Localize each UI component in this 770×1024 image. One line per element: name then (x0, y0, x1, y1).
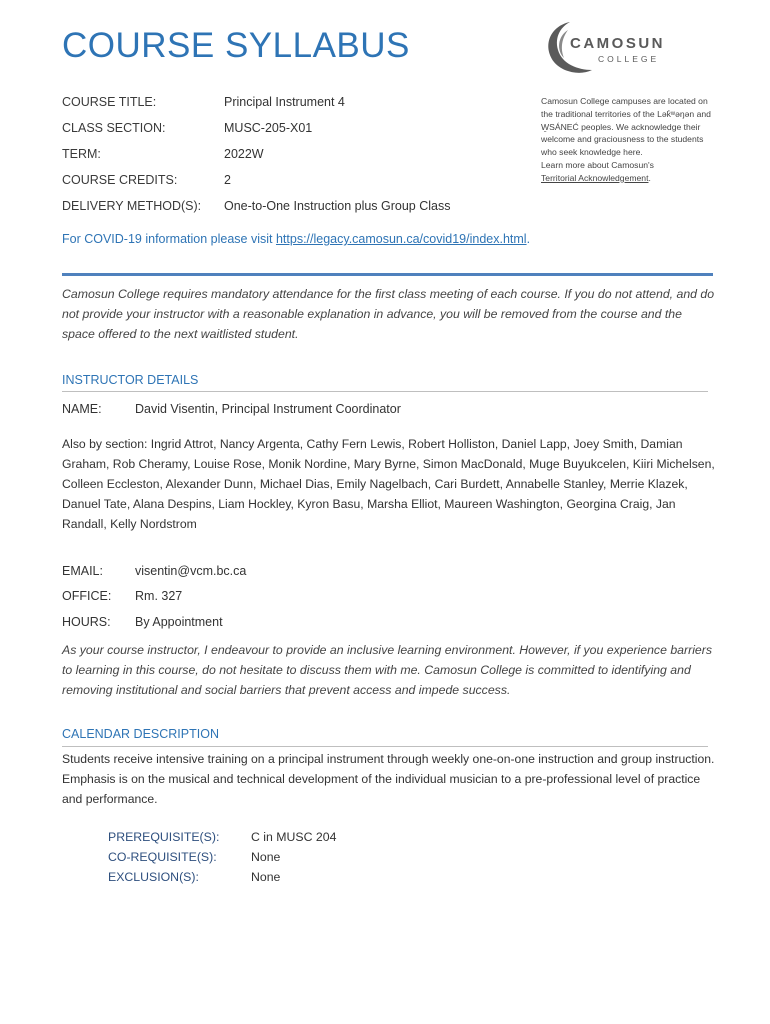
acknowledgement-text: Camosun College campuses are located on the traditional territories of the Lək̓ʷəŋən and W̱SÁNEĆ peoples. We acknowledge their welcome and graciousness to the students who seek knowledge here. (541, 96, 711, 158)
name-value: David Visentin, Principal Instrument Coordinator (135, 402, 401, 416)
course-credits-value: 2 (224, 173, 231, 187)
term-value: 2022W (224, 147, 264, 161)
instructor-details-heading: INSTRUCTOR DETAILS (62, 373, 199, 387)
corequisite-label: CO-REQUISITE(S): (108, 850, 217, 864)
name-label: NAME: (62, 402, 102, 416)
instructor-heading-rule (62, 391, 708, 392)
also-by-section: Also by section: Ingrid Attrot, Nancy Argenta, Cathy Fern Lewis, Robert Holliston, Daniel Lapp, Joey Smith, Damian Graham, Rob Cheramy, Louise Rose, Monik Nordine, Mary Byrne, Simon MacDonald, Muge Buyukcelen, Kiiri Michelsen, Colleen Eccleston, Alexander Dunn, Michael Dias, Emily Nagelbach, Cari Burdett, Annabelle Stanley, Merrie Klazek, Danuel Tate, Alana Despins, Liam Hockley, Kyron Basu, Marsha Elliot, Maureen Washington, Georgina Craig, Jan Randall, Kelly Nordstrom (62, 437, 715, 531)
course-title-label: COURSE TITLE: (62, 95, 157, 109)
class-section-label: CLASS SECTION: (62, 121, 166, 135)
office-label: OFFICE: (62, 589, 112, 603)
hours-label: HOURS: (62, 615, 111, 629)
calendar-description: Students receive intensive training on a principal instrument through weekly one-on-one instruction and group instruction. Emphasis is on the musical and technical development of the individual musician to a pre-professional level of practice and performance. (62, 752, 715, 806)
link-suffix: . (648, 172, 651, 183)
logo-subtext: COLLEGE (598, 54, 660, 64)
covid-suffix: . (526, 232, 531, 246)
prerequisite-label: PREREQUISITE(S): (108, 830, 220, 844)
office-value: Rm. 327 (135, 589, 183, 603)
delivery-method-label: DELIVERY METHOD(S): (62, 199, 202, 213)
delivery-method-value: One-to-One Instruction plus Group Class (224, 199, 451, 213)
attendance-notice: Camosun College requires mandatory attendance for the first class meeting of each course. If you do not attend, and do not provide your instructor with a reasonable explanation in advance, you will be removed from the course and the space offered to the next waitlisted student. (62, 287, 715, 341)
logo-wordmark: CAMOSUN (570, 35, 665, 52)
exclusion-label: EXCLUSION(S): (108, 870, 199, 884)
prerequisite-value: C in MUSC 204 (251, 830, 337, 844)
covid-prefix: For COVID-19 information please visit (62, 232, 276, 246)
territorial-acknowledgement (541, 95, 711, 185)
course-title-value: Principal Instrument 4 (224, 95, 345, 109)
hours-value: By Appointment (135, 615, 223, 629)
covid-info (62, 232, 530, 246)
course-credits-label: COURSE CREDITS: (62, 173, 178, 187)
calendar-heading-rule (62, 746, 708, 747)
covid-link[interactable]: https://legacy.camosun.ca/covid19/index.html (275, 232, 527, 246)
page-title: COURSE SYLLABUS (62, 26, 410, 65)
camosun-logo (540, 18, 680, 78)
header-divider (62, 273, 713, 276)
corequisite-value: None (251, 850, 281, 864)
class-section-value: MUSC-205-X01 (224, 121, 313, 135)
email-label: EMAIL: (62, 564, 103, 578)
email-value[interactable]: visentin@vcm.bc.ca (135, 564, 247, 578)
territorial-acknowledgement-link[interactable]: Territorial Acknowledgement (541, 172, 649, 183)
calendar-description-heading: CALENDAR DESCRIPTION (62, 727, 219, 741)
exclusion-value: None (251, 870, 281, 884)
inclusive-note: As your course instructor, I endeavour to provide an inclusive learning environment. However, if you experience barriers to learning in this course, do not hesitate to discuss them with me. Camosun College is committed to identifying and removing institutional and social barriers that prevent access and impede success. (62, 643, 713, 697)
term-label: TERM: (62, 147, 101, 161)
learn-more-text: Learn more about Camosun's (541, 159, 654, 170)
